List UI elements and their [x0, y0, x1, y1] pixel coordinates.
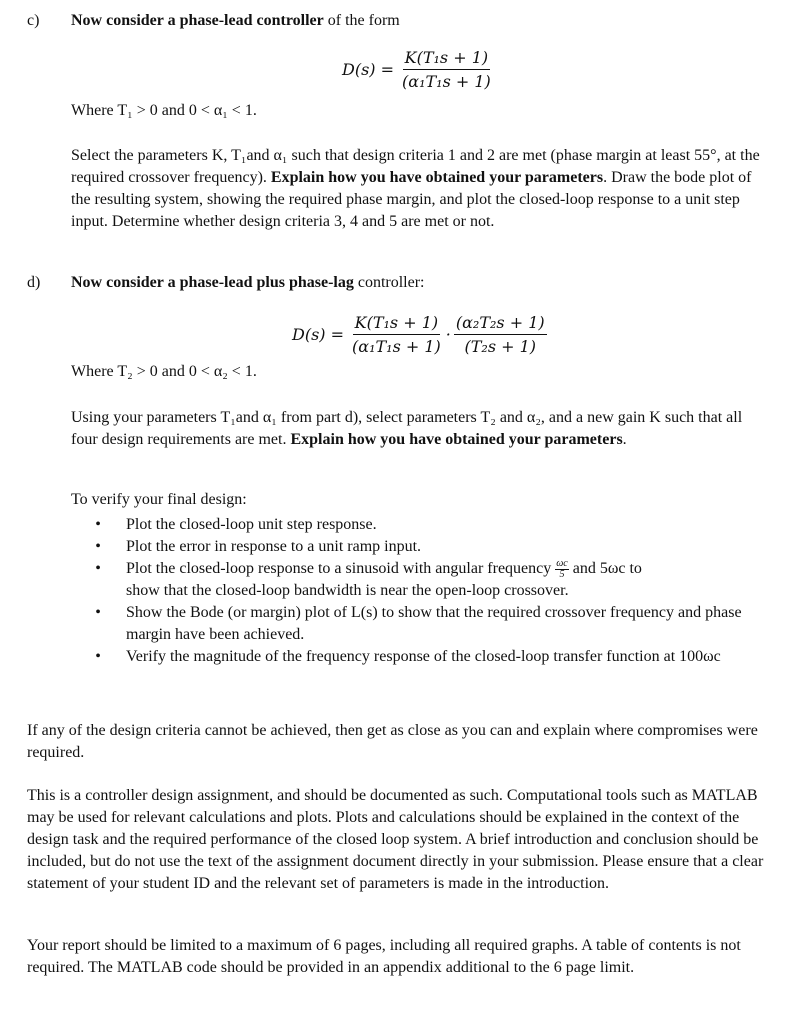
part-c-label: c) — [27, 12, 40, 29]
verify-item-5 — [93, 646, 773, 668]
verify-item-3-pre: Plot the closed-loop response to a sinusoid with angular frequency — [126, 560, 556, 577]
verify-item-3-fraction — [555, 559, 569, 580]
part-d-paragraph — [71, 407, 771, 451]
part-d-eq-numerator-1: K(T₁s + 1) — [353, 313, 441, 335]
verify-item-3-frac-num: ωc — [556, 557, 568, 569]
part-c-intro-rest: of the form — [323, 12, 400, 29]
part-d-eq-fraction-2 — [454, 313, 547, 356]
compromise-paragraph: If any of the design criteria cannot be achieved, then get as close as you can and explain where compromises were required. — [27, 722, 758, 761]
part-d-label: d) — [27, 274, 41, 291]
verify-item-4 — [93, 602, 773, 646]
part-d-intro-rest: controller: — [353, 274, 425, 291]
verify-list — [93, 514, 773, 668]
part-d-intro — [71, 274, 425, 292]
part-d-eq-lhs: D(s) = — [292, 325, 345, 344]
verify-item-1-text: Plot the closed-loop unit step response. — [126, 516, 377, 533]
verify-item-4-text: Show the Bode (or margin) plot of L(s) to show that the required crossover frequency and phase margin have been achieved. — [126, 604, 742, 643]
part-d-eq-dot: · — [445, 325, 451, 344]
part-c-eq-fraction — [400, 48, 493, 91]
part-d-eq-fraction-1 — [350, 313, 443, 356]
part-c-intro — [71, 12, 400, 30]
bullet-icon: • — [95, 560, 101, 577]
part-d-p1-bold: Explain how you have obtained your parameters — [290, 431, 623, 448]
verify-item-2 — [93, 536, 773, 558]
part-c-eq-lhs: D(s) = — [342, 60, 395, 79]
bullet-icon: • — [95, 516, 101, 533]
verify-item-3 — [93, 558, 773, 602]
verify-list-wrapper — [93, 514, 773, 668]
verify-item-3-frac-den: 5 — [559, 568, 565, 580]
part-c-p1: Select the parameters K, T₁and α₁ such that design criteria 1 and 2 are met (phase margin at least 55°, at the required crossover frequency). — [71, 147, 760, 186]
verify-item-3-mid: and 5ωc to — [568, 560, 642, 577]
verify-item-1 — [93, 514, 773, 536]
part-c-p1-bold: Explain how you have obtained your parameters — [270, 169, 604, 186]
verify-item-3-line2: show that the closed-loop bandwidth is near the open-loop crossover. — [126, 582, 569, 599]
part-c-eq-numerator: K(T₁s + 1) — [403, 48, 491, 70]
report-limit-paragraph: Your report should be limited to a maximum of 6 pages, including all required graphs. A table of contents is not required. The MATLAB code should be provided in an appendix additional to the 6 page limit. — [27, 937, 741, 976]
part-d-intro-bold: Now consider a phase-lead plus phase-lag — [71, 274, 354, 291]
part-d-p1: Using your parameters T₁and α₁ from part d), select parameters T₂ and α₂, and a new gain K such that all four design requirements are met. — [71, 409, 743, 448]
part-c-p1-rest: . Draw the bode plot of the resulting system, showing the required phase margin, and plot the closed-loop response to a unit step input. Determine whether design criteria 3, 4 and 5 are met or not. — [71, 169, 752, 230]
part-d-eq-numerator-2: (α₂T₂s + 1) — [454, 313, 547, 335]
part-c-paragraph — [71, 145, 771, 233]
verify-heading: To verify your final design: — [71, 491, 247, 508]
part-c-equation — [342, 48, 493, 91]
bullet-icon: • — [95, 538, 101, 555]
part-d-p1-rest: . — [622, 431, 627, 448]
part-c-where: Where T₁ > 0 and 0 < α₁ < 1. — [71, 102, 257, 119]
bullet-icon: • — [95, 604, 101, 621]
verify-item-5-text: Verify the magnitude of the frequency response of the closed-loop transfer function at 100ωc — [126, 648, 721, 665]
verify-item-2-text: Plot the error in response to a unit ramp input. — [126, 538, 422, 555]
part-c-intro-bold: Now consider a phase-lead controller — [71, 12, 324, 29]
part-c-eq-denominator: (α₁T₁s + 1) — [402, 72, 491, 91]
assignment-paragraph: This is a controller design assignment, and should be documented as such. Computational tools such as MATLAB may be used for relevant calculations and plots. Plots and calculations should be explained in the context of the design task and the required performance of the closed loop system. A brief introduction and conclusion should be included, but do not use the text of the assignment document directly in your submission. Please ensure that a clear statement of your student ID and the relevant set of parameters is made in the introduction. — [27, 787, 764, 892]
part-d-equation — [292, 313, 547, 356]
bullet-icon: • — [95, 648, 101, 665]
part-d-where: Where T₂ > 0 and 0 < α₂ < 1. — [71, 363, 257, 380]
part-d-eq-denominator-2: (T₂s + 1) — [464, 337, 537, 356]
part-d-eq-denominator-1: (α₁T₁s + 1) — [352, 337, 441, 356]
